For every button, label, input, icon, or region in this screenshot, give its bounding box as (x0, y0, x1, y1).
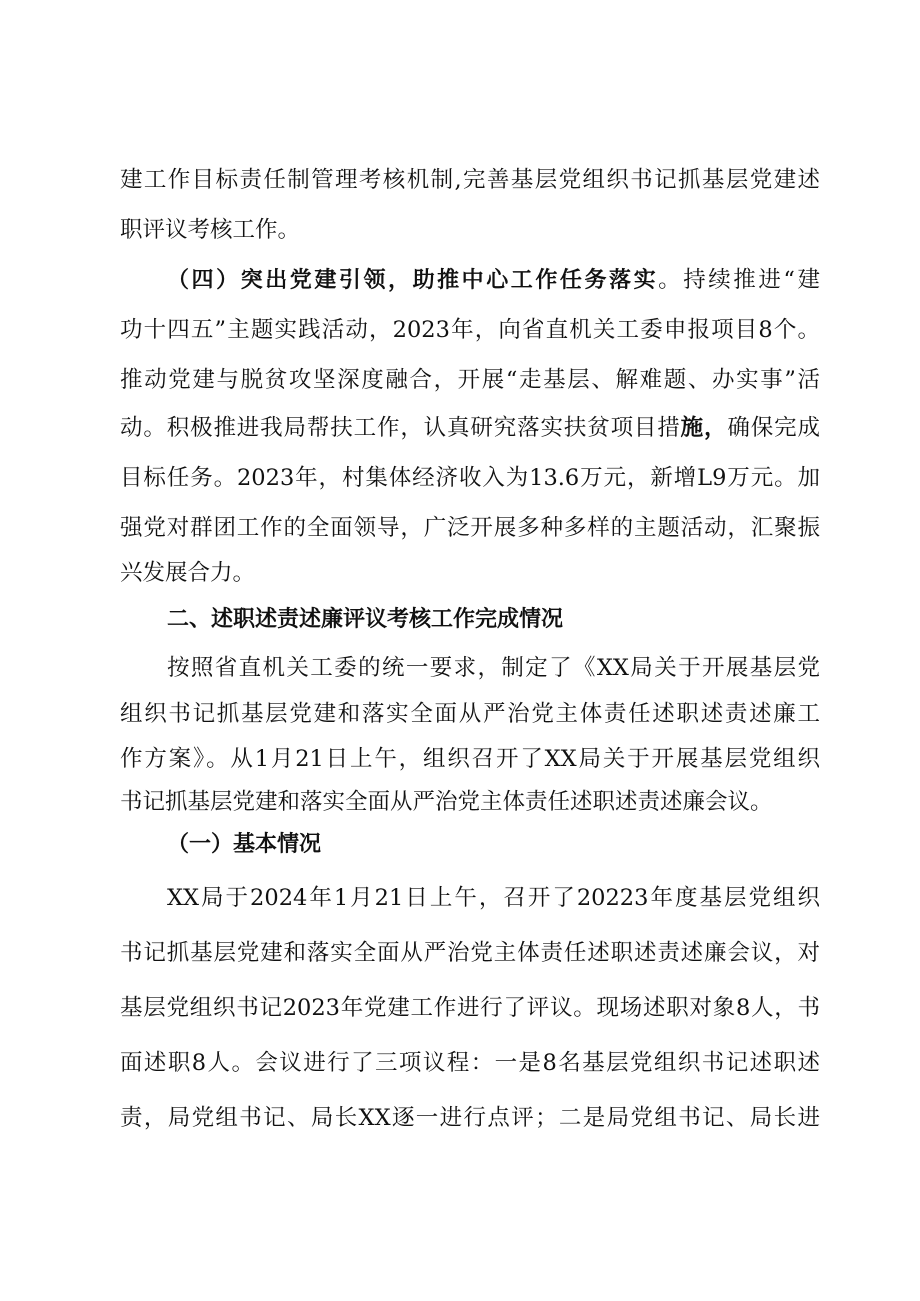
para2-line-4 (120, 410, 820, 446)
para2-line-3: 推动党建与脱贫攻坚深度融合，开展“走基层、解难题、办实事”活 (120, 367, 820, 393)
para2-line-4-start: 动。积极推进我局帮扶工作，认真研究落实扶贫项目措 (120, 415, 681, 441)
subsection1-line-5: 责，局党组书记、局长XX逐一进行点评；二是局党组书记、局长进 (120, 1105, 820, 1131)
para2-line-5: 目标任务。2023年，村集体经济收入为13.6万元，新增L9万元。加 (120, 465, 820, 491)
subsection1-heading: （一）基本情况 (167, 832, 322, 857)
section2-line-2: 组织书记抓基层党建和落实全面从严治党主体责任述职述责述廉工 (120, 701, 820, 727)
section2-line-1: 按照省直机关工委的统一要求，制定了《XX局关于开展基层党 (167, 655, 820, 681)
para2-line-6: 强党对群团工作的全面领导，广泛开展多种多样的主题活动，汇聚振 (120, 515, 820, 541)
para2-bold-inline: 施， (680, 415, 728, 441)
subsection1-line-2: 书记抓基层党建和落实全面从严治党主体责任述职述责述廉会议，对 (120, 940, 820, 966)
section2-line-4: 书记抓基层党建和落实全面从严治党主体责任述职述责述廉会议。 (120, 789, 773, 815)
para2-line-4-rest: 确保完成 (727, 415, 820, 441)
para2-line-1-rest: 。持续推进“建 (658, 267, 820, 293)
subsection1-line-4: 面述职8人。会议进行了三项议程：一是8名基层党组织书记述职述 (120, 1050, 820, 1076)
para1-line-1: 建工作目标责任制管理考核机制,完善基层党组织书记抓基层党建述 (120, 167, 820, 193)
section2-heading: 二、述职述责述廉评议考核工作完成情况 (167, 607, 564, 632)
para1-line-2: 职评议考核工作。 (120, 217, 301, 243)
para2-bold-lead: （四）突出党建引领，助推中心工作任务落实 (167, 268, 659, 293)
para2-line-1 (167, 262, 820, 298)
para2-line-7: 兴发展合力。 (120, 560, 256, 586)
subsection1-line-3: 基层党组织书记2023年党建工作进行了评议。现场述职对象8人，书 (120, 995, 820, 1021)
para2-line-2: 功十四五”主题实践活动，2023年，向省直机关工委申报项目8个。 (120, 317, 820, 343)
subsection1-line-1: XX局于2024年1月21日上午，召开了20223年度基层党组织 (167, 885, 820, 911)
section2-line-3: 作方案》。从1月21日上午，组织召开了XX局关于开展基层党组织 (120, 746, 820, 772)
